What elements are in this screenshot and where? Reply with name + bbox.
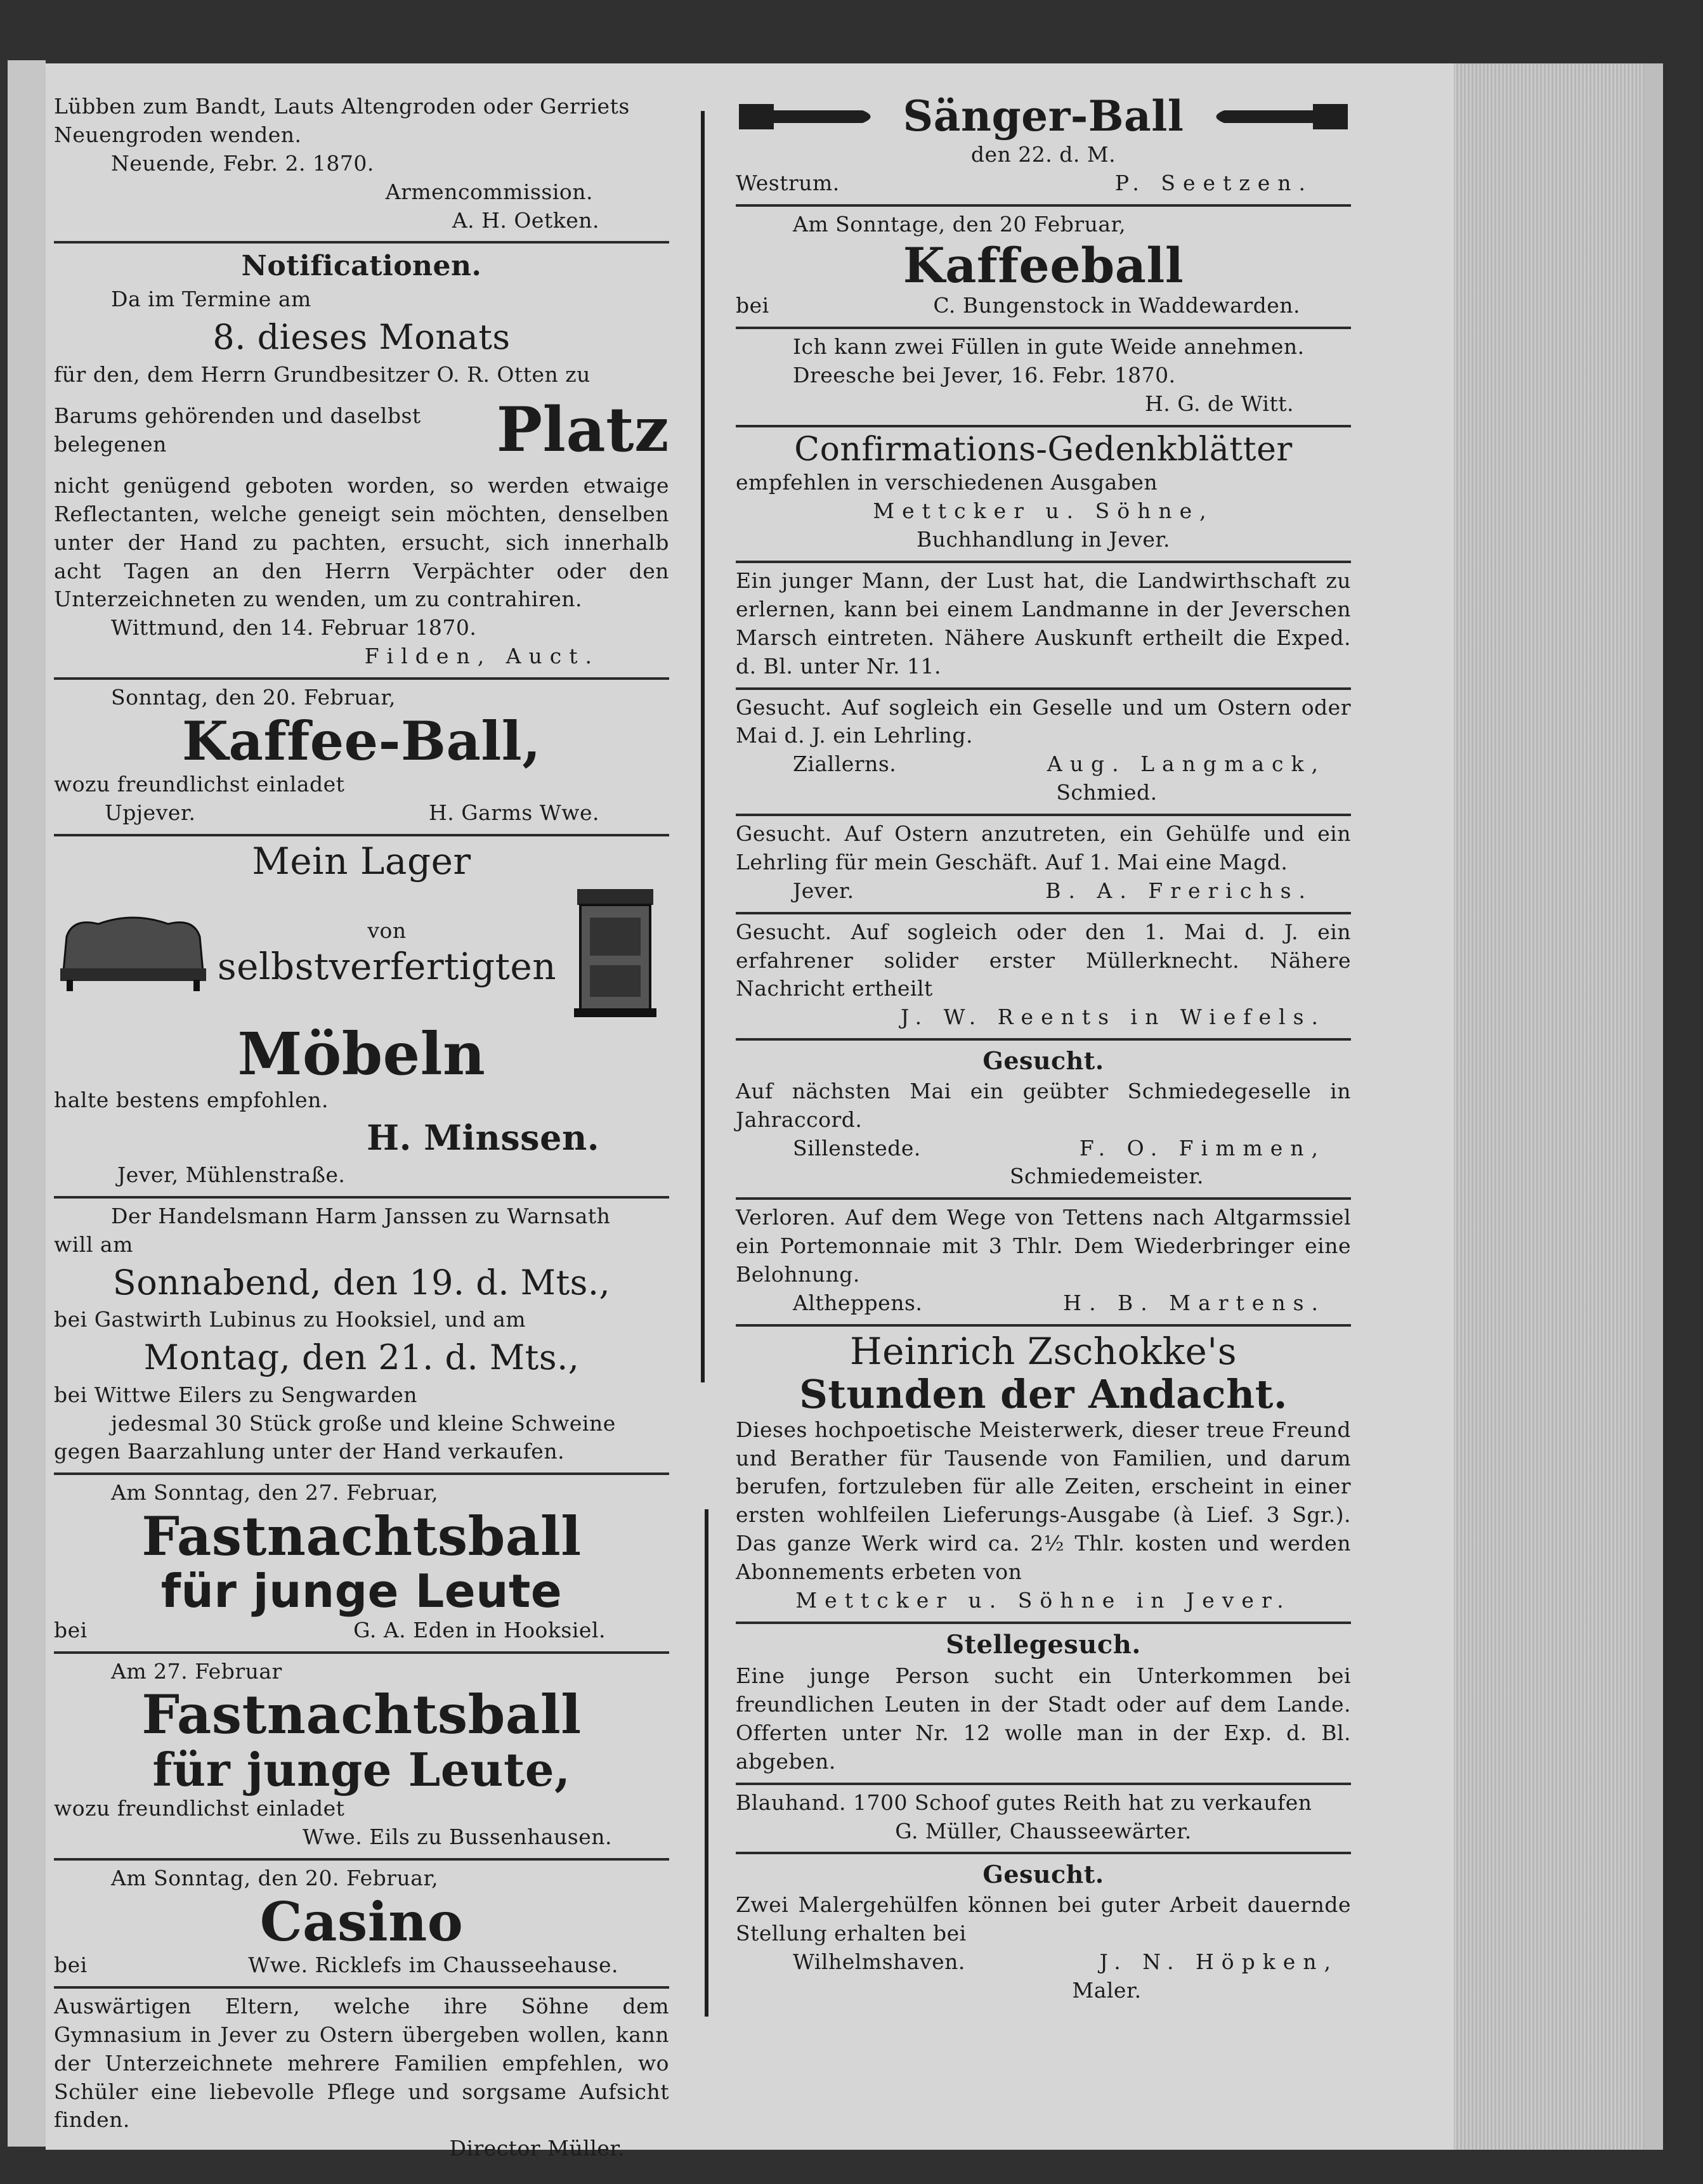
text-line: den 22. d. M. [970, 141, 1116, 167]
ad-title: Sänger-Ball [903, 91, 1184, 141]
ad-reith [736, 1785, 1351, 1855]
ad-title: Casino [259, 1890, 464, 1953]
ad-saenger-ball [736, 89, 1351, 207]
signature: J. N. Höpken, [1099, 1949, 1338, 1974]
date-heading: Montag, den 21. d. Mts., [143, 1337, 580, 1378]
signature: H. Garms Wwe. [429, 800, 599, 826]
ad-subtitle: für junge Leute [160, 1564, 563, 1618]
body-text: Dieses hochpoetische Meisterwerk, dieser treue Freund und Berather für Tausende von Familien, und darum berufen, fortzuleben für alle Zeiten, erscheint in einer ersten wohlfeilen Lieferungs-Ausgabe (à Lief. 3 Sgr.). Das ganze Werk wird ca. 2½ Thlr. kosten und werden Abonnements erbeten von [736, 1417, 1351, 1585]
ad-confirmation [736, 427, 1351, 563]
date-line: Neuende, Febr. 2. 1870. [111, 150, 374, 176]
ad-title: Fastnachtsball [141, 1683, 582, 1746]
ad-verloren [736, 1200, 1351, 1327]
text-line: Am Sonntage, den 20 Februar, [793, 211, 1126, 237]
signature: F. O. Fimmen, [1079, 1135, 1326, 1160]
text-line: Neuengroden wenden. [54, 122, 302, 147]
ad-muellerknecht [736, 914, 1351, 1041]
signature: Filden, Auct. [364, 644, 599, 669]
column-rule-lower [705, 1509, 708, 2017]
place: Jever, Mühlenstraße. [117, 1162, 346, 1188]
text-line: Schmiedemeister. [1009, 1164, 1204, 1189]
text-line: Lübben zum Bandt, Lauts Altengroden oder Gerriets [54, 94, 630, 119]
text-line: von [367, 918, 407, 943]
ad-gehuelfe [736, 816, 1351, 914]
ad-title: Heinrich Zschokke's [849, 1329, 1237, 1373]
cabinet-illustration [561, 883, 669, 1022]
body-text: Ein junger Mann, der Lust hat, die Landwirthschaft zu erlernen, kann bei einem Landmanne in der Jeverschen Marsch eintreten. Nähere Auskunft ertheilt die Exped. d. Bl. unter Nr. 11. [736, 568, 1351, 679]
text-line: für den, dem Herrn Grundbesitzer O. R. Otten zu [54, 361, 591, 387]
facing-page-edge [8, 60, 46, 2147]
body-text: Gesucht. Auf Ostern anzutreten, ein Gehülfe und ein Lehrling für mein Geschäft. Auf 1. Mai eine Magd. [736, 821, 1351, 874]
ad-schmiedegeselle [736, 1041, 1351, 1200]
body-text: Blauhand. 1700 Schoof gutes Reith hat zu verkaufen [736, 1790, 1312, 1815]
ad-title: Kaffeeball [903, 237, 1184, 294]
moebeln-heading: Möbeln [237, 1019, 486, 1088]
body-text: nicht genügend geboten worden, so werden etwaige Reflectanten, welche geneigt sein möchten, denselben unter der Hand zu pachten, ersucht, sich innerhalb acht Tagen an den Herrn Verpächter oder den Unterzeichneten zu wenden, um zu contrahiren. [54, 472, 669, 612]
body-text: Auf nächsten Mai ein geübter Schmiedegeselle in Jahraccord. [736, 1078, 1351, 1132]
ad-kaffeeball [736, 207, 1351, 329]
signature: A. H. Oetken. [452, 207, 599, 233]
signature: J. W. Reents in Wiefels. [900, 1004, 1326, 1030]
signature: Wwe. Eils zu Bussenhausen. [303, 1824, 612, 1849]
highlight-line: 8. dieses Monats [212, 317, 511, 358]
text-line: wozu freundlichst einladet [54, 772, 345, 797]
text-line: Buchhandlung in Jever. [916, 527, 1171, 552]
column-rule [701, 111, 705, 1382]
signature: H. G. de Witt. [1145, 391, 1294, 416]
left-column [54, 89, 669, 2161]
text-line: will am [54, 1232, 133, 1258]
text-line: Da im Termine am [111, 287, 311, 312]
text-line: wozu freundlichst einladet [54, 1796, 345, 1821]
ad-fastnachtsball-2 [54, 1654, 669, 1861]
ad-title: Kaffee-Ball, [182, 709, 541, 772]
place: Sillenstede. [793, 1135, 921, 1160]
ad-title: Notificationen. [241, 250, 482, 283]
ad-subtitle: für junge Leute, [152, 1742, 571, 1797]
ad-casino [54, 1861, 669, 1989]
ad-malergehuelfen [736, 1854, 1351, 2011]
ad-title: Mein Lager [252, 840, 471, 883]
page-stack-edge [1454, 63, 1644, 2150]
text-line: Barums gehörenden und daselbst belegenen [54, 403, 421, 457]
body-text: Verloren. Auf dem Wege von Tettens nach Altgarmssiel ein Portemonnaie mit 3 Thlr. Dem Wiederbringer eine Belohnung. [736, 1205, 1351, 1287]
signature: P. Seetzen. [1114, 170, 1313, 195]
signature: C. Bungenstock in Waddewarden. [933, 293, 1300, 318]
org-line: Armencommission. [385, 179, 593, 204]
place: Upjever. [105, 800, 196, 826]
signature: Mettcker u. Söhne, [873, 498, 1214, 524]
signature: Aug. Langmack, [1047, 751, 1326, 777]
book-binding [1644, 63, 1663, 2150]
body-text: Zwei Malergehülfen können bei guter Arbeit dauernde Stellung erhalten bei [736, 1892, 1351, 1946]
text-line: empfehlen in verschiedenen Ausgaben [736, 470, 1158, 495]
signature: G. A. Eden in Hooksiel. [353, 1617, 606, 1642]
text-line: Am 27. Februar [111, 1658, 282, 1684]
place: Altheppens. [793, 1290, 923, 1315]
place: Ziallerns. [793, 751, 897, 777]
ad-title: Fastnachtsball [141, 1505, 582, 1568]
ad-title: Gesucht. [982, 1046, 1104, 1076]
text-line: Schmied. [1056, 780, 1158, 805]
ad-zschokke [736, 1327, 1351, 1624]
body-text: Gesucht. Auf sogleich ein Geselle und um Ostern oder Mai d. J. ein Lehrling. [736, 694, 1351, 748]
text-line: Am Sonntag, den 27. Februar, [111, 1480, 439, 1505]
place: Jever. [793, 878, 854, 903]
signature: H. Minssen. [367, 1117, 599, 1158]
signature: Mettcker u. Söhne in Jever. [795, 1587, 1291, 1613]
text-line: bei [736, 293, 769, 318]
pointing-hand-icon [1205, 94, 1351, 139]
text-line: Sonntag, den 20. Februar, [111, 685, 396, 710]
ad-landwirthschaft [736, 563, 1351, 690]
signature: G. Müller, Chausseewärter. [895, 1818, 1192, 1843]
text-line: bei Gastwirth Lubinus zu Hooksiel, und am [54, 1307, 526, 1332]
text-line: Am Sonntag, den 20. Februar, [111, 1865, 439, 1890]
platz-heading: Platz [496, 394, 669, 466]
text-line: jedesmal 30 Stück große und kleine Schweine [111, 1410, 616, 1436]
ad-geselle [736, 690, 1351, 817]
signature: Wwe. Ricklefs im Chausseehause. [248, 1953, 618, 1978]
place: Wilhelmshaven. [793, 1949, 965, 1974]
ad-armencommission [54, 89, 669, 244]
text-line: bei [54, 1953, 88, 1978]
signature: H. B. Martens. [1063, 1290, 1326, 1315]
text-line: gegen Baarzahlung unter der Hand verkaufen. [54, 1439, 565, 1464]
sofa-illustration [54, 911, 212, 994]
text-line: Maler. [1072, 1977, 1142, 2003]
ad-subtitle: Stunden der Andacht. [799, 1370, 1288, 1417]
ad-title: Confirmations-Gedenkblätter [794, 430, 1293, 469]
body-text: Gesucht. Auf sogleich oder den 1. Mai d. J. ein erfahrener solider erster Müllerknecht. Nähere Nachricht ertheilt [736, 919, 1351, 1001]
date-line: Dreesche bei Jever, 16. Febr. 1870. [793, 362, 1176, 387]
ad-subtitle: selbstverfertigten [217, 944, 557, 988]
text-line: Der Handelsmann Harm Janssen zu Warnsath [111, 1204, 611, 1229]
ad-moebel [54, 836, 669, 1199]
ad-kaffee-ball [54, 680, 669, 836]
body-text: Auswärtigen Eltern, welche ihre Söhne dem Gymnasium in Jever zu Ostern übergeben wollen, kann der Unterzeichnete mehrere Familien empfehlen, wo Schüler eine liebevolle Pflege und sorgsame Aufsicht finden. [54, 1993, 669, 2133]
pointing-hand-icon [736, 94, 882, 139]
ad-notificationen [54, 244, 669, 680]
date-heading: Sonnabend, den 19. d. Mts., [112, 1262, 611, 1303]
ad-title: Gesucht. [982, 1860, 1104, 1889]
text-line: halte bestens empfohlen. [54, 1087, 329, 1112]
ad-fastnachtsball-1 [54, 1475, 669, 1653]
place: Westrum. [736, 170, 840, 195]
signature: B. A. Frerichs. [1045, 878, 1313, 903]
ad-schweine [54, 1199, 669, 1475]
ad-title: Stellegesuch. [946, 1629, 1141, 1660]
text-line: Ich kann zwei Füllen in gute Weide annehmen. [793, 334, 1305, 359]
ad-gymnasium [54, 1989, 669, 2169]
ad-fuellen [736, 329, 1351, 427]
date-line: Wittmund, den 14. Februar 1870. [111, 615, 477, 640]
right-column [736, 89, 1351, 2140]
ad-stellegesuch [736, 1624, 1351, 1785]
text-line: bei [54, 1617, 88, 1642]
signature: Director Müller. [449, 2136, 625, 2161]
body-text: Eine junge Person sucht ein Unterkommen bei freundlichen Leuten in der Stadt oder auf dem Lande. Offerten unter Nr. 12 wolle man in der Exp. d. Bl. abgeben. [736, 1663, 1351, 1774]
text-line: bei Wittwe Eilers zu Sengwarden [54, 1382, 418, 1407]
